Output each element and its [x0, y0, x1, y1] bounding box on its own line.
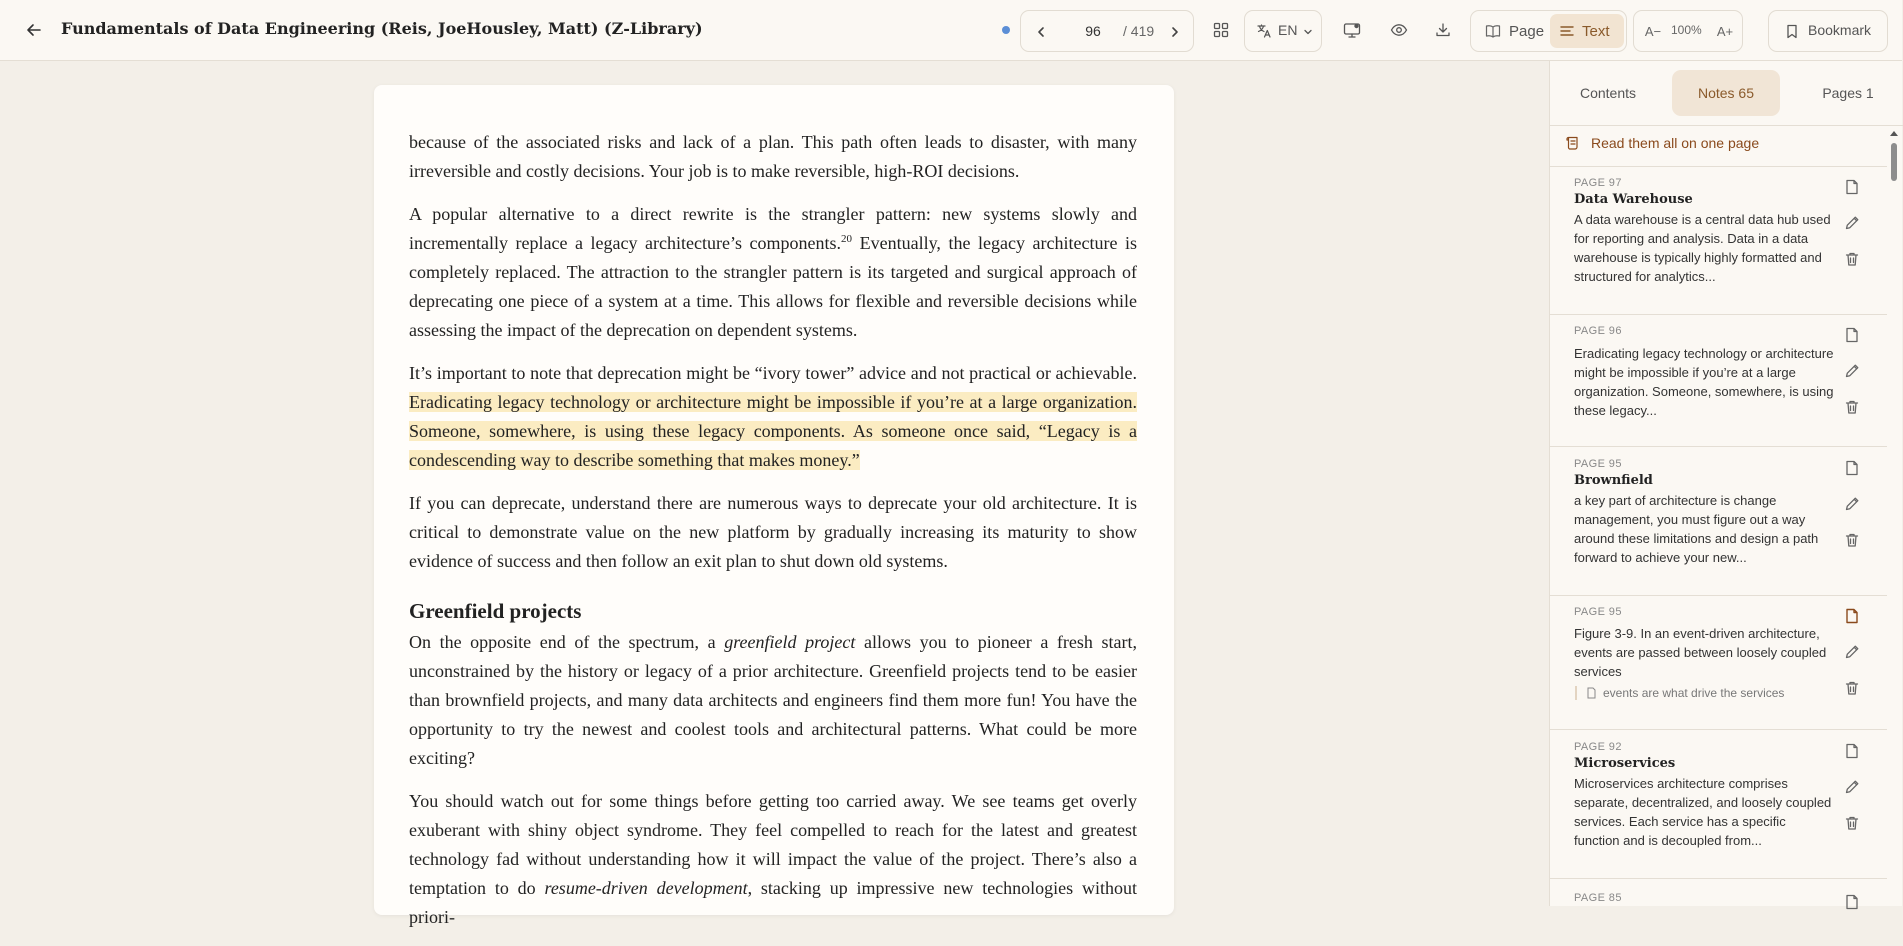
- text-view-label: Text: [1582, 22, 1610, 40]
- trash-icon[interactable]: [1843, 398, 1861, 416]
- language-label: EN: [1278, 22, 1298, 38]
- note-icon[interactable]: [1843, 742, 1861, 760]
- paragraph: If you can deprecate, understand there are numerous ways to deprecate your old architecture. It is critical to demonstrate value on the new platform by gradually increasing its maturity to show evidence of success and then follow an exit plan to shut down old systems.: [409, 493, 1137, 571]
- text-run: A popular alternative to a direct rewrite is the strangler pattern: new systems slowly and incrementally replace a legacy architecture’s components.: [409, 204, 1137, 253]
- page-number-input[interactable]: [1069, 19, 1117, 43]
- note-card[interactable]: [1550, 880, 1887, 920]
- read-all-link[interactable]: [1565, 135, 1759, 151]
- note-card[interactable]: [1550, 448, 1887, 596]
- note-icon[interactable]: [1843, 459, 1861, 477]
- note-page-label: PAGE 95: [1574, 458, 1622, 470]
- note-icon[interactable]: [1843, 326, 1861, 344]
- note-icon: [1586, 687, 1597, 699]
- note-body: Figure 3-9. In an event-driven architecture, events are passed between loosely coupled services: [1574, 626, 1827, 679]
- text-run: , stacking up impressive new technologies without priori-: [409, 878, 1138, 927]
- text-lines-icon: [1560, 25, 1574, 37]
- note-page-label: PAGE 96: [1574, 325, 1622, 337]
- footnote-ref[interactable]: 20: [841, 233, 853, 245]
- trash-icon[interactable]: [1843, 250, 1861, 268]
- text-view-button[interactable]: [1550, 14, 1624, 48]
- download-button[interactable]: [1431, 18, 1455, 42]
- scrollbar[interactable]: [1889, 125, 1899, 906]
- font-decrease-button[interactable]: A−: [1644, 23, 1662, 39]
- reader-page: [374, 85, 1174, 927]
- text-run: On the opposite end of the spectrum, a: [409, 632, 725, 652]
- note-icon[interactable]: [1843, 607, 1861, 625]
- download-icon: [1435, 22, 1451, 38]
- paragraph: [409, 787, 1137, 932]
- note-body: A data warehouse is a central data hub used for reporting and analysis. Data in a data warehouse is typically highly formatted and structured for analytics...: [1574, 212, 1831, 284]
- trash-icon[interactable]: [1843, 814, 1861, 832]
- note-title: Microservices: [1574, 756, 1676, 771]
- zoom-level: 100%: [1671, 23, 1702, 37]
- tab-notes[interactable]: Notes 65: [1672, 70, 1780, 116]
- note-page-label: PAGE 95: [1574, 606, 1622, 618]
- eye-button[interactable]: [1387, 18, 1411, 42]
- prev-page-button[interactable]: [1029, 20, 1053, 44]
- text-run: Eventually, the legacy architecture is completely replaced. The attraction to the strangler pattern is its targeted and surgical approach of deprecating one piece of a system at a time. This allows for flexible and reversible decisions while assessing the impact of the deprecation on dependent systems.: [409, 233, 1137, 340]
- bookmark-label: Bookmark: [1808, 22, 1872, 38]
- note-page-label: PAGE 85: [1574, 892, 1622, 904]
- chevron-down-icon: [1303, 27, 1313, 37]
- chevron-right-icon: [1169, 26, 1181, 38]
- document-title: Fundamentals of Data Engineering (Reis, JoeHousley, Matt) (Z-Library): [61, 19, 703, 38]
- note-page-label: PAGE 92: [1574, 741, 1622, 753]
- read-all-label: Read them all on one page: [1591, 135, 1760, 151]
- note-body: Eradicating legacy technology or architecture might be impossible if you’re at a large organization. Someone, somewhere, is using these legacy...: [1574, 346, 1834, 418]
- notes-panel: [1549, 61, 1902, 906]
- note-page-label: PAGE 97: [1574, 177, 1622, 189]
- pencil-icon[interactable]: [1843, 778, 1861, 796]
- paragraph: [409, 200, 1137, 345]
- note-icon[interactable]: [1843, 178, 1861, 196]
- arrow-left-icon: [25, 21, 43, 39]
- pencil-icon[interactable]: [1843, 362, 1861, 380]
- panel-tabs: [1550, 61, 1903, 125]
- page-view-button[interactable]: [1475, 14, 1546, 48]
- paragraph: because of the associated risks and lack of a plan. This path often leads to disaster, with many irreversible and costly decisions. Your job is to make reversible, high-ROI decisions.: [409, 132, 1137, 181]
- book-icon: [1485, 24, 1501, 38]
- bookmark-icon: [1786, 24, 1798, 39]
- note-title: Data Warehouse: [1574, 192, 1693, 207]
- back-button[interactable]: [22, 18, 46, 42]
- next-page-button[interactable]: [1163, 20, 1187, 44]
- text-run: allows you to pioneer a fresh start, unconstrained by the history or legacy of a prior architecture. Greenfield projects tend to be easier than brownfield projects, and many data architects and engineers find them more fun! You have the opportunity to try the newest and coolest tools and architectural patterns. What could be more exciting?: [409, 632, 1137, 768]
- highlighted-text[interactable]: Eradicating legacy technology or architecture might be impossible if you’re at a large organization. Someone, somewhere, is using these legacy components. As someone once said, “Legacy is a condescending way to describe something that makes money.”: [409, 392, 1137, 470]
- paragraph: [409, 359, 1137, 475]
- divider: [1550, 125, 1903, 126]
- note-icon[interactable]: [1843, 893, 1861, 911]
- note-body: Microservices architecture comprises separate, decentralized, and loosely coupled services. Each service has a specific function and is decoupled from...: [1574, 776, 1832, 848]
- status-dot: [1002, 26, 1010, 34]
- note-card[interactable]: [1550, 597, 1887, 730]
- eye-icon: [1390, 23, 1408, 37]
- trash-icon[interactable]: [1843, 531, 1861, 549]
- grid-view-button[interactable]: [1209, 18, 1233, 42]
- grid-icon: [1213, 22, 1229, 38]
- text-run: It’s important to note that deprecation might be “ivory tower” advice and not practical or achievable.: [409, 363, 1137, 383]
- note-body: a key part of architecture is change management, you must figure out a way around these limitations and design a path forward to achieve your new...: [1574, 493, 1819, 565]
- view-mode-toggle: [1470, 10, 1627, 52]
- chevron-left-icon: [1035, 26, 1047, 38]
- scrollbar-thumb[interactable]: [1891, 143, 1897, 181]
- note-card[interactable]: [1550, 316, 1887, 447]
- bookmark-button[interactable]: [1768, 10, 1888, 52]
- page-total: / 419: [1123, 23, 1155, 39]
- note-comment-text: events are what drive the services: [1603, 686, 1785, 700]
- page-view-label: Page: [1509, 22, 1545, 40]
- section-heading: Greenfield projects: [409, 599, 582, 623]
- note-card[interactable]: [1550, 167, 1887, 315]
- font-increase-button[interactable]: A+: [1716, 23, 1734, 39]
- top-bar: [0, 0, 1902, 61]
- note-card[interactable]: [1550, 731, 1887, 879]
- pencil-icon[interactable]: [1843, 495, 1861, 513]
- paragraph: [409, 628, 1137, 773]
- emphasis: greenfield project: [724, 632, 856, 652]
- emphasis: resume-driven development: [544, 878, 748, 898]
- reader-text: [409, 128, 1137, 946]
- scroll-icon: [1565, 135, 1581, 151]
- screen-button[interactable]: [1339, 18, 1365, 42]
- pencil-icon[interactable]: [1843, 214, 1861, 232]
- font-size-control: [1633, 10, 1743, 52]
- tab-pages[interactable]: Pages 1: [1822, 85, 1874, 101]
- tab-contents[interactable]: Contents: [1579, 85, 1637, 101]
- note-comment: [1575, 686, 1784, 700]
- language-select[interactable]: [1244, 10, 1322, 52]
- page-navigator: [1020, 10, 1194, 52]
- text-run: You should watch out for some things before getting too carried away. We see teams get overly exuberant with shiny object syndrome. They feel compelled to reach for the latest and greatest technology fad without understanding how it will impact the value of the project. There’s also a temptation to do: [409, 791, 1137, 898]
- note-title: Brownfield: [1574, 473, 1653, 488]
- trash-icon[interactable]: [1843, 679, 1861, 697]
- translate-icon: [1256, 23, 1272, 39]
- screen-icon: [1343, 22, 1361, 39]
- scroll-up-arrow-icon[interactable]: [1890, 129, 1898, 137]
- pencil-icon[interactable]: [1843, 643, 1861, 661]
